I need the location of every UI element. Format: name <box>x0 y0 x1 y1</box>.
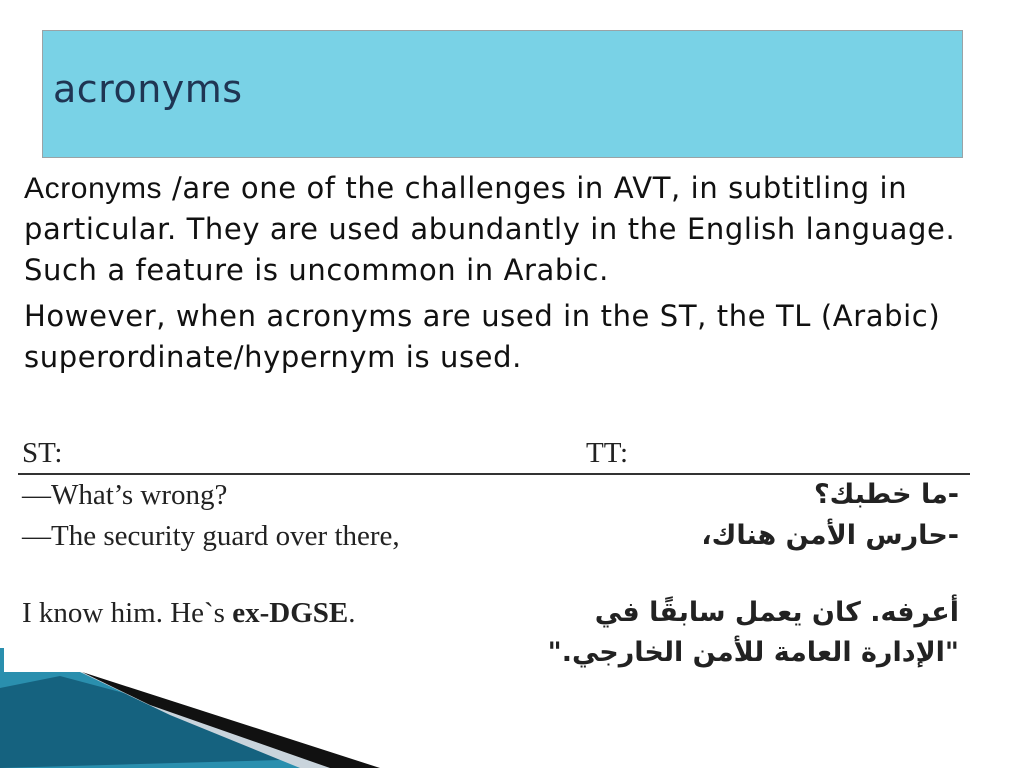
tt-line-2: -حارس الأمن هناك، <box>701 520 959 551</box>
swoosh-navy <box>0 676 280 768</box>
st-line-3-end: . <box>348 597 356 629</box>
slide-title: acronyms <box>53 67 243 111</box>
paragraph-2: However, when acronyms are used in the ST, the TL (Arabic) superordinate/hypernym is used. <box>24 299 941 374</box>
tt-line-4: "الإدارة العامة للأمن الخارجي." <box>547 637 959 668</box>
tt-line-3: أعرفه. كان يعمل سابقًا في <box>594 597 959 628</box>
st-line-1: —What’s wrong? <box>22 479 228 511</box>
st-label: ST: <box>22 437 63 469</box>
paragraph-1-text: /are one of the challenges in AVT, in subtitling in particular. They are used abundantly in the English language. Such a feature is uncommon in Arabic. <box>24 171 956 287</box>
acronym-ex-dgse: ex-DGSE <box>232 597 349 629</box>
st-line-3-start: I know him. He`s <box>22 597 233 629</box>
lead-word: Acronyms <box>24 172 163 205</box>
tt-line-1: -ما خطبك؟ <box>813 479 959 510</box>
st-line-2: —The security guard over there, <box>22 520 400 552</box>
tt-label: TT: <box>586 437 629 469</box>
